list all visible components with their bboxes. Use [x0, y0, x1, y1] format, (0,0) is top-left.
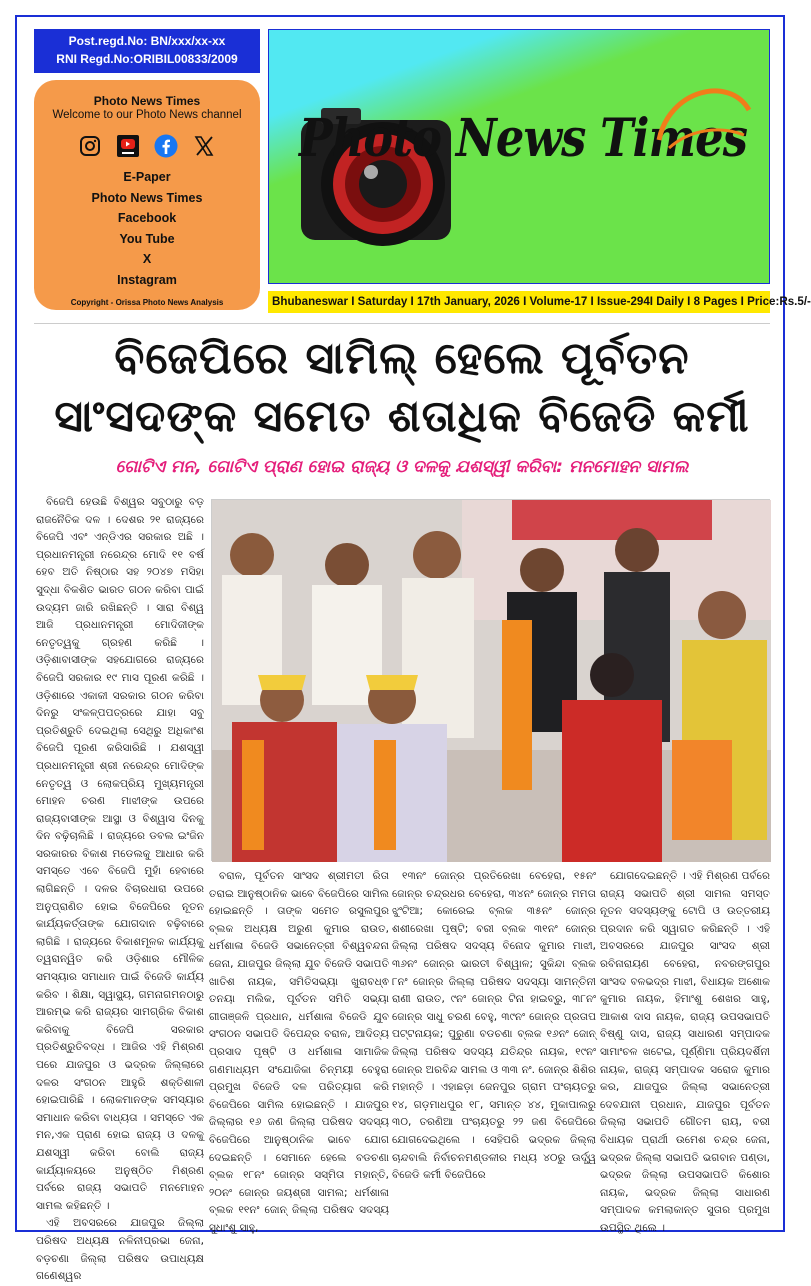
article-paragraph: ବରାଳ, ପୂର୍ବତନ ସାଂସଦ ଶ୍ରୀମତୀ ରିତା ତରାଇ ଆନୁଷ୍ଠାନିକ ଭାବେ ବିଜେପିରେ ସାମିଲ ହୋଇଛନ୍ତି । ତାଙ୍କ ସମେତ ରସୁଲପୁର ବ୍ଲକ ଅଧ୍ୟକ୍ଷ ଅରୁଣ କୁମାର ରାଉତ, ଧର୍ମଶାଳା ବିଜେଡି ସଭାନେତ୍ରୀ ବିଶ୍ୱବନ୍ଦନା ଜେନା, ଯାଜପୁର ଜିଲ୍ଲା ଯୁବ ବିଜେଡି ସଭାପତି ଖାତିଶ ନାୟକ, ସମିତିସଭ୍ୟା ଖୁରାବଧ୍ଵ ତନୟା ମଲିକ, ପୂର୍ବତନ ସମିତି ସଭ୍ୟା ଗୀତାଞ୍ଜଳି ପ୍ରଧାନ, ଧର୍ମଶାଳା ବିଜେଡି ଯୁବ ସଂଗଠନ ସଭାପତି ଦିପେନ୍ଦ୍ର ବରାଳ, ଆଦିତ୍ୟ ପ୍ରସାଦ ପୃଷ୍ଟି ଓ ଧର୍ମଶାଳା ସାମାଜିକ ଗଣମାଧ୍ୟମ ସଂଯୋଜିକା ଚିନ୍ମୟୀ ବେହୁରା ପ୍ରମୁଖ ବିଜେଡି ଦଳ ପରିତ୍ୟାଗ କରି ବିଜେପିରେ ସାମିଲ ହୋଇଛନ୍ତି । ଯାଜପୁର ଜିଲ୍ଲାର ୧୬ ଜଣ ଜିଲ୍ଲା ପରିଷଦ ସଦସ୍ୟ ବିଜେପିରେ ଆନୁଷ୍ଠାନିକ ଭାବେ ଯୋଗ ଦେଇଛନ୍ତି । ସେମାନେ ହେଲେ ବଡଚଣା ବ୍ଲକ ୧୮ନଂ ଜୋନ୍‌ର ସସ୍ମିତା ମହାନ୍ତି, ୨୦ନଂ ଜୋନ୍‌ର ଜୟଶ୍ରୀ ସାମଲ; ଧର୍ମଶାଳା ବ୍ଲକ ୧୧ନଂ ଜୋନ୍ ଜିଲ୍ଲା ପରିଷଦ ସଦସ୍ୟ ସୁଧାଂଶୁ ସାହୁ, [209, 870, 389, 1234]
link-photo-news-times[interactable]: Photo News Times [91, 190, 203, 205]
post-regd-number: Post.regd.No: BN/xxx/xx-xx [68, 34, 226, 48]
promo-title: Photo News Times [93, 94, 201, 108]
facebook-icon[interactable] [154, 134, 178, 158]
masthead-title: Photo News Times [299, 108, 748, 169]
article-paragraph: ବିଜେପି ହେଉଛି ବିଶ୍ୱର ସବୁଠାରୁ ବଡ଼ ରାଜନୈତିକ ଦଳ । ଦେଶର ୨୧ ରାଜ୍ୟରେ ବିଜେପି ଏବଂ ଏନ୍‌ଡିଏର ସରକାର ଅଛି । ପ୍ରଧାନମନ୍ତ୍ରୀ ନରେନ୍ଦ୍ର ମୋଦି ୧୧ ବର୍ଷ ହେବ ଅତି ନିଷ୍ଠାର ସହ ୨୦୪୭ ମସିହା ସୁଦ୍ଧା ବିକଶିତ ଭାରତ ଗଠନ କରିବା ପାଇଁ ଉଦ୍ୟମ ଜାରି ରଖିଛନ୍ତି । ସାରା ବିଶ୍ୱ ଆଜି ପ୍ରଧାନମନ୍ତ୍ରୀ ମୋଦିଜୀଙ୍କ ନେତୃତ୍ୱକୁ ଗ୍ରହଣ କରିଛି । ଓଡ଼ିଶାବାସୀଙ୍କ ସହଯୋଗରେ ରାଜ୍ୟରେ ବିଜେପି ସରକାର ୧୯ ମାସ ପୂରଣ କରିଛି । ଓଡ଼ିଶାରେ ଏକାକୀ ସରକାର ଗଠନ କରିବା ଦିନରୁ ସଂକଳ୍ପପତ୍ରରେ ଯାହା ସବୁ ପ୍ରତିଶ୍ରୁତି ଦେଇଥିଲା ସେଥିରୁ ଅଧିକାଂଶ ବିଜେପି ପୂରଣ କରିସାରିଛି । ଯଶସ୍ୱୀ ପ୍ରଧାନମନ୍ତ୍ରୀ ଶ୍ରୀ ନରେନ୍ଦ୍ର ମୋଦିଙ୍କ ନେତୃତ୍ୱ ଓ ଲୋକପ୍ରିୟ ମୁଖ୍ୟମନ୍ତ୍ରୀ ମୋହନ ଚରଣ ମାଝୀଙ୍କ ଉପରେ ରାଜ୍ୟବାସୀଙ୍କ ଆସ୍ଥା ଓ ବିଶ୍ୱାସ ଦିନକୁ ଦିନ ବଢ଼ିଚାଲିଛି । ରାଜ୍ୟରେ ଡବଲ ଇଂଜିନ ସରକାରର ବିକାଶ ମଡେଲକୁ ଆଧାର କରି ସମସ୍ତେ ଏବେ ବିଜେପି ମୁହାଁ ହେବାରେ ଲାଗିଛନ୍ତି । ଦଳର ବିଚାରଧାରା ଉପରେ ଅନୁପ୍ରାଣିତ ହୋଇ ବିଜେପିରେ ନୂତନ କାର୍ଯ୍ୟକର୍ତ୍ତାଙ୍କ ଯୋଗଦାନ ବଢ଼ିବାରେ ଲାଗିଛି । ରାଜ୍ୟରେ ବିକାଶମୂଳକ କାର୍ଯ୍ୟକୁ ତ୍ୱରାନ୍ୱିତ କରି ଓଡ଼ିଶାର ମୌଳିକ ସମସ୍ୟାର ସମାଧାନ ପାଇଁ ବିଜେଡି କାର୍ଯ୍ୟ କରିବ । ଶିକ୍ଷା, ସ୍ୱାସ୍ଥ୍ୟ, ଗମନାଗମନଠାରୁ ଆରମ୍ଭ କରି ରାଜ୍ୟର ସାମଗ୍ରିକ ବିକାଶ କରିବାକୁ ବିଜେପି ସରକାର ପ୍ରତିଶ୍ରୁତିବଦ୍ଧ । ଆଜିର ଏହି ମିଶ୍ରଣ ପରେ ଯାଜପୁର ଓ ଭଦ୍ରକ ଜିଲ୍ଲାରେ ଦଳର ସଂଗଠନ ଆହୁରି ଶକ୍ତିଶାଳୀ ହୋଇପାରିଛି । ଲୋକମାନଙ୍କ ସମସ୍ୟାର ସମାଧାନ କରିବା ବାଧ୍ୟତା । ସମସ୍ତେ ଏକ ମନ,ଏକ ପ୍ରାଣ ହୋଇ ରାଜ୍ୟ ଓ ଦଳକୁ ଯଶସ୍ୱୀ କରିବା ବୋଲି ରାଜ୍ୟ କାର୍ଯ୍ୟାଳୟରେ ଅନୁଷ୍ଠିତ ମିଶ୍ରଣ ପର୍ବରେ ରାଜ୍ୟ ସଭାପତି ମନମୋହନ ସାମଲ କହିଛନ୍ତି । [36, 496, 204, 1212]
masthead-swirl-icon [649, 70, 759, 160]
dateline-bar: Bhubaneswar I Saturday I 17th January, 2026 I Volume-17 I Issue-294I Daily I 8 Pages I Price:Rs.5/- [268, 291, 770, 313]
article-column-3 [392, 868, 596, 1219]
promo-welcome: Welcome to our Photo News channel [52, 109, 242, 121]
header-divider [34, 323, 770, 324]
article-paragraph: ଯୋଗଦେଇଛନ୍ତି । ଏହି ମିଶ୍ରଣ ପର୍ବରେ ରାଜ୍ୟ ସଭାପତି ଶ୍ରୀ ସାମଲ ସମସ୍ତ ନୂତନ ସଦସ୍ୟଙ୍କୁ ଟୋପି ଓ ଉତ୍ତରୀୟ ପ୍ରଦାନ କରି ସ୍ୱାଗତ କରିଛନ୍ତି । ଏହି ଅବସରରେ ଯାଜପୁର ସାଂସଦ ଶ୍ରୀ ରବିନାରାୟଣ ବେହେରା, ନବରଙ୍ଗପୁର ସାଂସଦ ବଳଭଦ୍ର ମାଝୀ, ବିଧାୟକ ଅଶୋକ କୁମାର ନାୟକ, ହିମାଂଶୁ ଶେଖର ସାହୁ, ଆକାଶ ଦାସ ନାୟକ, ରାଜ୍ୟ ଉପସଭାପତି ବିଷ୍ଣୁ ଦାସ, ରାଜ୍ୟ ସାଧାରଣ ସମ୍ପାଦକ ସାମାଂଚଳ ଖଟେଇ, ପୂର୍ଣ୍ଣିମା ପ୍ରିୟଦର୍ଶିନୀ ନାୟକ, ରାଜ୍ୟ ସମ୍ପାଦକ ସରୋଜ କୁମାର କର, ଯାଜପୁର ଜିଲ୍ଲା ସଭାନେତ୍ରୀ ଦେବଯାନୀ ପ୍ରଧାନ, ଯାଜପୁର ପୂର୍ବତନ ଜିଲ୍ଲା ସଭାପତି ଗୌତମ ରାୟ, ବରୀ ବିଧାୟକ ପ୍ରାର୍ଥୀ ଉମେଶ ଚନ୍ଦ୍ର ଜେନା, ଭଦ୍ରକ ଜିଲ୍ଲା ସଭାପତି ଭଗବାନ ପଣ୍ଡା, ଭଦ୍ରକ ଜିଲ୍ଲା ଉପସଭାପତି କିଶୋର ନାୟକ, ଭଦ୍ରକ ଜିଲ୍ଲା ସାଧାରଣ ସମ୍ପାଦକ କମଲାକାନ୍ତ ସୁତାର ପ୍ରମୁଖ ଉପସ୍ଥିତ ଥିଲେ । [600, 870, 770, 1234]
link-youtube[interactable]: You Tube [119, 231, 175, 246]
article-paragraph: ଏହି ଅବସରରେ ଯାଜପୁର ଜିଲ୍ଲା ପରିଷଦ ଅଧ୍ୟକ୍ଷ ନଳିନୀପ୍ରଭା ଜେନା, ବଡ଼ଚଣା ଜିଲ୍ଲା ପରିଷଦ ଉପାଧ୍ୟକ୍ଷ ଗଣେଶ୍ୱର [36, 1217, 204, 1283]
promo-links [34, 167, 260, 290]
link-facebook[interactable]: Facebook [117, 211, 177, 225]
rni-regd-number: RNI Regd.No:ORIBIL00833/2009 [56, 52, 238, 66]
channel-promo-box [34, 80, 260, 310]
headline-line-2: ସାଂସଦଙ୍କ ସମେତ ଶତାଧିକ ବିଜେଡି କର୍ମୀ [54, 391, 750, 442]
news-photo [211, 499, 770, 861]
headline-line-1: ବିଜେପିରେ ସାମିଲ୍ ହେଲେ ପୂର୍ବତନ [114, 333, 690, 384]
article-column-1 [36, 494, 204, 1283]
news-photo-illustration [212, 500, 771, 862]
registration-box [34, 29, 260, 73]
link-instagram[interactable]: Instagram [117, 272, 177, 287]
article-paragraph: ୧୩ନଂ ଜୋନ୍‌ର ପ୍ରତିରେଖା ବେହେରା, ୧୫ନଂ ଜୋନ୍‌ର ଚନ୍ଦ୍ରଧର ବେହେରା, ୩୪ନଂ ଜୋନ୍‌ର ମମତା ଝୁଂଟିଆ; କୋରେଇ ବ୍ଲକ ୩୫ନଂ ଜୋନ୍‌ର ଶଶୀରେଖା ପୃଷ୍ଟି; ବରୀ ବ୍ଲକ ୩୧ନଂ ଜୋନ୍‌ର ଜିଲ୍ଲା ପରିଷଦ ସଦସ୍ୟ ବିନୋଦ କୁମାର ମାଝୀ, ୩୬ନଂ ଜୋନ୍‌ର ଭାରତୀ ବିଶ୍ୱାଳ; ସୁକିନ୍ଦା ବ୍ଲକ ୮ନଂ ଜୋନ୍‌ର ଜିଲ୍ଲା ପରିଷଦ ସଦସ୍ୟା ସାମନ୍ତିନୀ ରାଣୀ ରାଉତ, ୯ନଂ ଜୋନ୍‌ର ଟିନା ହାଇବ୍ରୁ, ୩୮ନଂ ଜୋନ୍‌ର ସାଧୁ ଚରଣ ବେହୁ, ୩୯ନଂ ଜୋନ୍‌ର ପ୍ରତାପ ପଟ୍ଟନାୟକ; ପୁରୁଣା ବଡଚଣା ବ୍ଲକ ୧୬ନଂ ଜୋନ୍ ଜିଲ୍ଲା ପରିଷଦ ସଦସ୍ୟ ଯତିନ୍ଦ୍ର ନାୟକ, ୧୯ନଂ ଜୋନ୍‌ର ଅରବିନ୍ଦ ସାମଲ ଓ ୩୩ ନଂ. ଜୋନ୍‌ର ଶିଶିର ମହାନ୍ତି । ଏହାଛଡ଼ା ଜେନପୁର ଗ୍ରାମ ପଂଚାୟତରୁ ୧୪, ଗଡ଼ମାଧପୁର ୧୮, ସମାନ୍ତ ୪୪, ମୁକାପାଲରୁ ୩୦, ତରଣିଆ ପଂଚାୟତରୁ ୨୨ ଜଣ ବିଜେପିରେ ଯୋଗଦେଇଥିଲେ । ସେହିପରି ଭଦ୍ରକ ଜିଲ୍ଲା ଚାନ୍ଦବାଲି ନିର୍ବାଚନମଣ୍ଡଳୀର ମଧ୍ୟ ୪୦ରୁ ଊର୍ଦ୍ଧ୍ୱ ବିଜେଡି କର୍ମୀ ବିଜେପିରେ [392, 870, 596, 1182]
headline [30, 330, 774, 446]
article-column-4 [600, 868, 770, 1234]
article-column-2 [209, 868, 389, 1234]
link-x[interactable]: X [142, 252, 152, 266]
instagram-icon[interactable] [78, 134, 102, 158]
promo-copyright: Copyright - Orissa Photo News Analysis [70, 298, 224, 307]
social-icons [34, 133, 260, 159]
link-epaper[interactable]: E-Paper [123, 170, 171, 184]
x-icon[interactable] [192, 134, 216, 158]
youtube-icon[interactable] [116, 134, 140, 158]
subheadline: ଗୋଟିଏ ମନ, ଗୋଟିଏ ପ୍ରାଣ ହୋଇ ରାଜ୍ୟ ଓ ଦଳକୁ ଯଶସ୍ୱୀ କରିବା: ମନମୋହନ ସାମଲ [115, 457, 689, 477]
masthead-banner [268, 29, 770, 284]
